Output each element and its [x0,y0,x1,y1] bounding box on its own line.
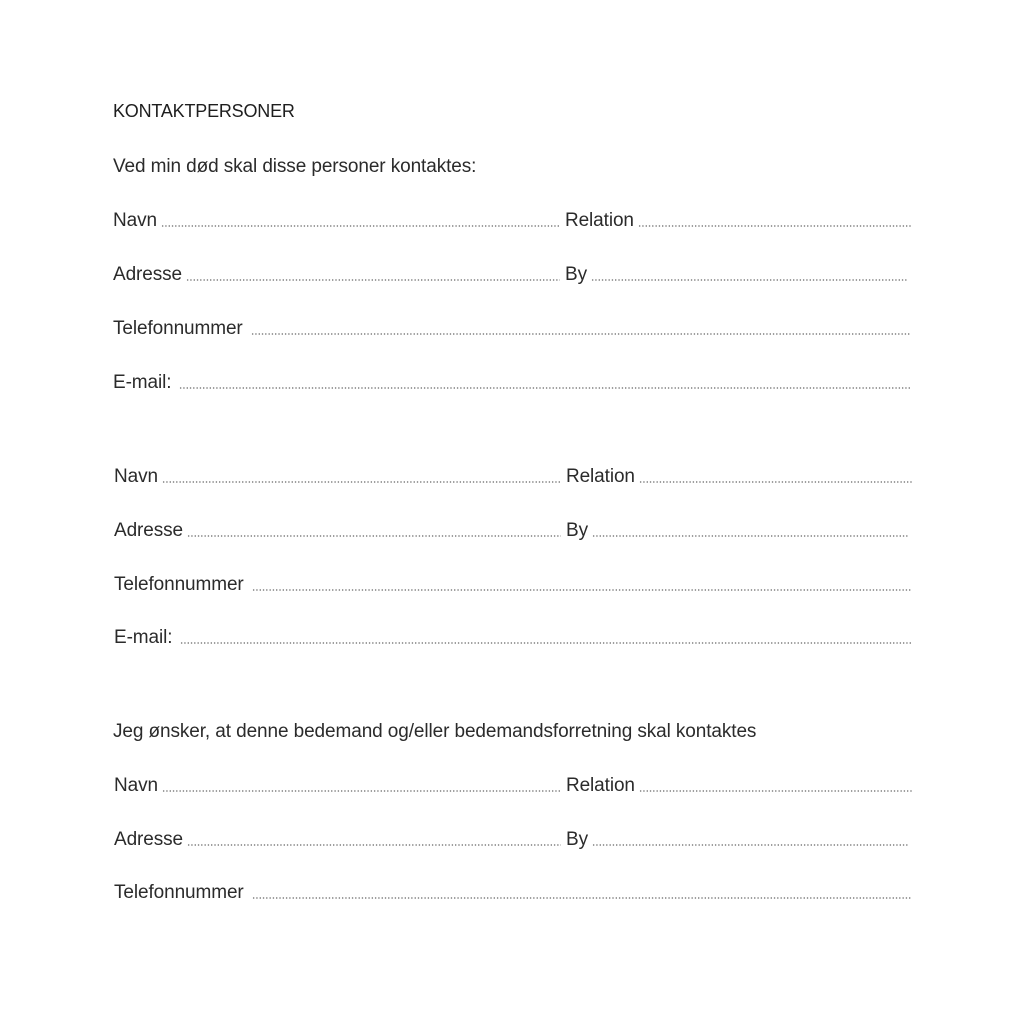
page-title: KONTAKTPERSONER [113,101,295,121]
phone-field[interactable] [252,897,912,899]
undertaker-name-row [114,774,912,798]
city-field[interactable] [591,279,907,281]
email-field[interactable] [180,642,912,644]
phone-field[interactable] [251,333,911,335]
contact-2-email-row [114,626,912,650]
name-field[interactable] [162,481,561,483]
email-label: E-mail: [113,372,172,393]
address-label: Adresse [114,520,184,541]
phone-label: Telefonnummer [114,574,244,595]
contact-1-email-row [113,371,911,395]
relation-field[interactable] [639,790,912,792]
city-label: By [565,264,587,285]
city-label: By [566,829,588,850]
relation-field[interactable] [638,225,911,227]
undertaker-address-row [114,828,912,852]
email-field[interactable] [179,387,911,389]
relation-label: Relation [564,210,634,231]
relation-label: Relation [565,775,635,796]
name-field[interactable] [162,790,561,792]
address-field[interactable] [186,279,560,281]
contact-2-phone-row [114,573,912,597]
email-label: E-mail: [114,627,173,648]
relation-field[interactable] [639,481,912,483]
intro-contacts: Ved min død skal disse personer kontaktes: [113,156,477,177]
name-label: Navn [114,466,158,487]
city-field[interactable] [592,535,908,537]
address-label: Adresse [113,264,183,285]
name-field[interactable] [161,225,560,227]
contact-2-address-row [114,519,912,543]
contact-2-name-row [114,465,912,489]
address-field[interactable] [187,844,561,846]
phone-label: Telefonnummer [113,318,243,339]
phone-field[interactable] [252,589,912,591]
address-label: Adresse [114,829,184,850]
name-label: Navn [113,210,157,231]
intro-undertaker: Jeg ønsker, at denne bedemand og/eller bedemandsforretning skal kontaktes [113,721,757,742]
undertaker-phone-row [114,881,912,905]
contact-1-address-row [113,263,911,287]
city-field[interactable] [592,844,908,846]
name-label: Navn [114,775,158,796]
address-field[interactable] [187,535,561,537]
phone-label: Telefonnummer [114,882,244,903]
city-label: By [566,520,588,541]
contact-1-name-row [113,209,911,233]
contact-1-phone-row [113,317,911,341]
relation-label: Relation [565,466,635,487]
